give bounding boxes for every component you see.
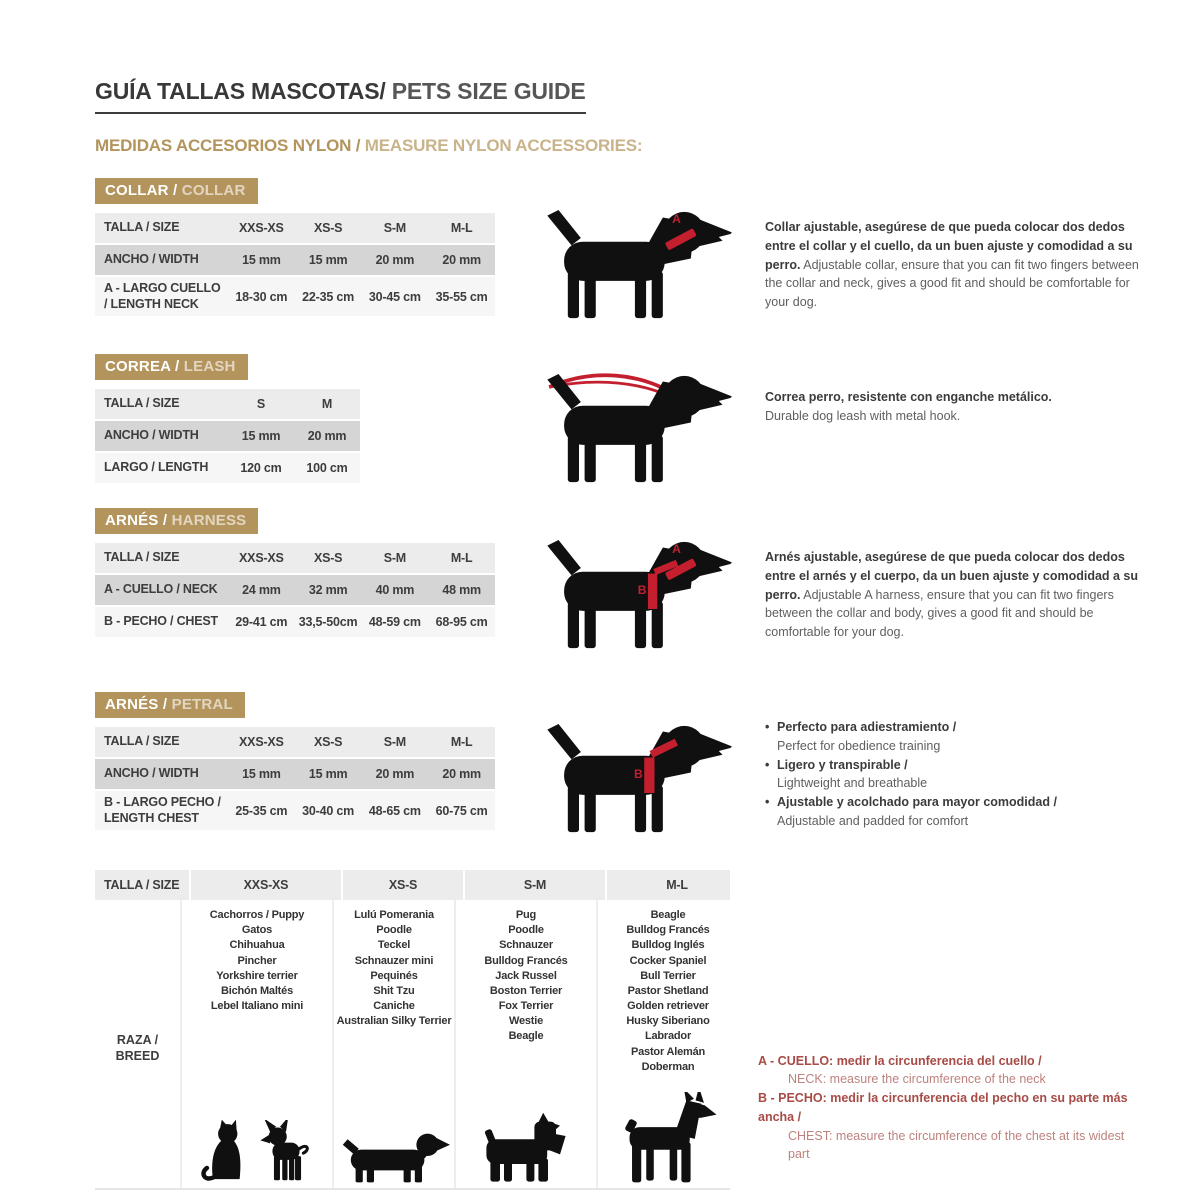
collar-dog-illustration — [515, 178, 765, 326]
width-value-cell: 15 mm — [242, 253, 281, 267]
leash-length-row — [95, 453, 360, 485]
breed-size-label: TALLA / SIZE — [104, 878, 180, 892]
breed-col-xs-s — [332, 900, 454, 1188]
breed-list-m-l — [598, 908, 738, 1075]
breed-item: Doberman — [641, 1060, 695, 1073]
breed-item: Bulldog Inglés — [631, 939, 705, 952]
size-header-cell: XXS-XS — [239, 551, 284, 565]
petral-badge — [95, 692, 245, 718]
collar-desc-es: Collar ajustable, asegúrese de que pueda colocar dos dedos entre el collar y el cuello, da un buen ajuste y comodidad a su perro. — [765, 220, 1133, 272]
breed-list-xxs-xs — [182, 908, 332, 1014]
note-chest-en: CHEST: measure the circumference of the chest at its widest part — [788, 1128, 1125, 1162]
leash-desc-es: Correa perro, resistente con enganche metálico. — [765, 390, 1052, 404]
harness-chest-values — [228, 607, 495, 637]
width-row-label: ANCHO / WIDTH — [104, 428, 199, 443]
leash-size-table — [95, 389, 360, 485]
leash-width-values — [228, 421, 360, 451]
leash-width-row — [95, 421, 360, 453]
note-chest-es: B - PECHO: medir la circunferencia del pecho en su parte más ancha / — [758, 1091, 1128, 1124]
breed-item: Gatos — [241, 924, 273, 937]
leash-size-headers — [228, 389, 360, 419]
petral-size-headers — [228, 727, 495, 757]
leash-badge — [95, 354, 248, 380]
breed-item: Caniche — [373, 1000, 415, 1013]
harness-neck-values — [228, 575, 495, 605]
page-subtitle — [95, 136, 1140, 156]
harness-section — [95, 508, 1140, 656]
breed-table — [95, 870, 730, 1190]
size-header-cell: S — [256, 397, 266, 411]
size-header-cell: M-L — [450, 735, 473, 749]
petral-section — [95, 692, 1140, 840]
chest-value-cell: 33,5-50cm — [298, 615, 358, 629]
size-header-cell: M-L — [450, 551, 473, 565]
breed-size-s-m: S-M — [463, 870, 605, 900]
breed-item: Lebel Italiano mini — [210, 1000, 304, 1013]
page-title-en: PETS SIZE GUIDE — [385, 78, 586, 104]
leash-description — [765, 388, 1140, 426]
breed-item: Labrador — [644, 1030, 692, 1043]
leash-section — [95, 354, 1140, 490]
page-title — [95, 78, 586, 114]
breed-list-xs-s — [334, 908, 454, 1029]
dachshund-icon — [338, 1124, 450, 1184]
collar-neck-length-row — [95, 277, 495, 318]
harness-desc-es: Arnés ajustable, asegúrese de que pueda colocar dos dedos entre el arnés y el cuerpo, da un buen ajuste y comodidad a su perro. — [765, 550, 1139, 602]
neck-length-value-cell: 35-55 cm — [435, 289, 488, 304]
neck-value-cell: 32 mm — [308, 583, 348, 597]
breed-item: Jack Russel — [495, 969, 557, 982]
size-header-cell: XS-S — [313, 735, 343, 749]
breed-size-xxs-xs: XXS-XS — [189, 870, 341, 900]
dog-with-chest-strap-icon — [538, 718, 743, 840]
width-value-cell: 20 mm — [442, 253, 481, 267]
harness-badge-es: ARNÉS / — [105, 512, 172, 529]
size-header-cell: XXS-XS — [239, 735, 284, 749]
breed-item: Husky Siberiano — [626, 1015, 710, 1028]
collar-badge — [95, 178, 258, 204]
chest-length-row-label: B - LARGO PECHO / LENGTH CHEST — [104, 795, 221, 825]
breed-table-header — [95, 870, 730, 900]
chest-length-value-cell: 30-40 cm — [302, 803, 355, 818]
neck-length-value-cell: 22-35 cm — [302, 289, 355, 304]
feature-es: • Perfecto para adiestramiento / — [777, 720, 957, 734]
chest-length-value-cell: 25-35 cm — [235, 803, 288, 818]
breed-item: Fox Terrier — [498, 1000, 554, 1013]
measurement-notes — [758, 1052, 1140, 1165]
petral-width-values — [228, 759, 495, 789]
collar-desc-en: Adjustable collar, ensure that you can fit two fingers between the collar and neck, gives a good fit and should be comfortable for your dog. — [765, 257, 1139, 309]
collar-description — [765, 218, 1140, 312]
width-row-label: ANCHO / WIDTH — [104, 766, 199, 781]
breed-col-xxs-xs — [180, 900, 332, 1188]
petral-badge-es: ARNÉS / — [105, 696, 172, 713]
harness-left-column — [95, 508, 515, 639]
collar-left-column — [95, 178, 515, 318]
length-value-cell: 100 cm — [306, 461, 348, 475]
dog-with-collar-icon — [538, 204, 743, 326]
petral-chest-length-values — [228, 791, 495, 830]
breed-item: Pequinés — [370, 969, 418, 982]
width-value-cell: 15 mm — [242, 767, 281, 781]
leash-dog-illustration — [515, 354, 765, 490]
breed-row-label-cell — [95, 900, 180, 1188]
collar-marking-label: A — [671, 212, 681, 227]
breed-item: Cocker Spaniel — [629, 954, 707, 967]
petral-badge-en: PETRAL — [171, 696, 233, 713]
breed-item: Pastor Shetland — [627, 984, 709, 997]
neck-length-value-cell: 18-30 cm — [235, 289, 288, 304]
size-row-label: TALLA / SIZE — [104, 220, 180, 235]
breed-item: Golden retriever — [627, 1000, 709, 1013]
neck-value-cell: 24 mm — [242, 583, 281, 597]
note-neck-es: A - CUELLO: medir la circunferencia del cuello / — [758, 1053, 1042, 1068]
petral-feature — [765, 756, 1140, 794]
size-header-cell: M — [321, 397, 333, 411]
breed-item: Pug — [515, 909, 537, 921]
length-row-label: LARGO / LENGTH — [104, 460, 209, 475]
size-header-cell: S-M — [383, 735, 407, 749]
neck-length-row-label: A - LARGO CUELLO / LENGTH NECK — [104, 281, 221, 311]
collar-width-row — [95, 245, 495, 277]
width-value-cell: 15 mm — [308, 253, 348, 267]
feature-en: Perfect for obedience training — [777, 738, 941, 753]
breed-item: Bulldog Francés — [484, 954, 568, 967]
width-value-cell: 15 mm — [308, 767, 348, 781]
breed-item: Lulú Pomerania — [354, 909, 434, 921]
xs-s-silhouettes — [338, 1124, 450, 1188]
width-value-cell: 15 mm — [241, 429, 281, 443]
petral-dog-illustration — [515, 692, 765, 840]
neck-row-label: A - CUELLO / NECK — [104, 582, 218, 597]
leash-length-values — [228, 453, 360, 483]
collar-badge-es: COLLAR / — [105, 182, 182, 199]
length-value-cell: 120 cm — [240, 461, 282, 475]
doberman-icon — [616, 1092, 720, 1184]
dog-with-harness-icon — [538, 534, 743, 656]
width-value-cell: 20 mm — [307, 429, 347, 443]
breed-item: Shit Tzu — [373, 984, 415, 997]
neck-value-cell: 48 mm — [442, 583, 481, 597]
chest-value-cell: 29-41 cm — [235, 615, 288, 629]
harness-neck-row — [95, 575, 495, 607]
chest-value-cell: 68-95 cm — [435, 615, 488, 629]
width-value-cell: 20 mm — [375, 767, 415, 781]
breed-item: Beagle — [508, 1030, 544, 1043]
collar-size-headers — [228, 213, 495, 243]
breed-item: Chihuahua — [229, 939, 285, 952]
breed-item: Yorkshire terrier — [216, 969, 298, 982]
size-row-label: TALLA / SIZE — [104, 734, 180, 749]
breed-item: Australian Silky Terrier — [336, 1015, 452, 1028]
breed-item: Schnauzer mini — [354, 954, 434, 967]
schnauzer-icon — [480, 1112, 572, 1184]
breed-item: Schnauzer — [499, 939, 553, 952]
collar-neck-length-values — [228, 277, 495, 316]
harness-chest-row — [95, 607, 495, 639]
collar-badge-en: COLLAR — [181, 182, 246, 199]
breed-item: Pastor Alemán — [630, 1045, 706, 1058]
breed-item: Westie — [508, 1015, 544, 1028]
s-m-silhouettes — [480, 1112, 572, 1188]
harness-description — [765, 548, 1140, 642]
breed-item: Poodle — [376, 924, 412, 937]
note-neck-en: NECK: measure the circumference of the neck — [788, 1072, 1046, 1087]
leash-badge-es: CORREA / — [105, 358, 184, 375]
collar-section — [95, 178, 1140, 326]
breed-item: Cachorros / Puppy — [209, 909, 305, 921]
breed-table-body — [95, 900, 730, 1188]
harness-size-headers — [228, 543, 495, 573]
chest-value-cell: 48-59 cm — [368, 615, 421, 629]
breed-list-s-m — [456, 908, 596, 1045]
petral-marking-label: B — [633, 767, 643, 782]
width-value-cell: 20 mm — [442, 767, 481, 781]
breed-item: Bulldog Francés — [626, 924, 710, 937]
breed-item: Teckel — [377, 939, 411, 952]
harness-dog-illustration — [515, 508, 765, 656]
page-title-es: GUÍA TALLAS MASCOTAS/ — [95, 78, 386, 104]
harness-size-table — [95, 543, 495, 639]
collar-size-table — [95, 213, 495, 318]
harness-badge — [95, 508, 258, 534]
leash-badge-en: LEASH — [183, 358, 236, 375]
size-header-cell: S-M — [383, 551, 407, 565]
chest-row-label: B - PECHO / CHEST — [104, 614, 218, 629]
feature-es: • Ligero y transpirable / — [777, 757, 908, 772]
page-subtitle-en: MEASURE NYLON ACCESSORIES: — [364, 136, 643, 155]
leash-left-column — [95, 354, 515, 485]
chihuahua-icon — [259, 1120, 313, 1184]
width-row-label: ANCHO / WIDTH — [104, 252, 199, 267]
breed-row-label: RAZA / BREED — [115, 1032, 160, 1063]
neck-length-value-cell: 30-45 cm — [368, 289, 421, 304]
harness-badge-en: HARNESS — [171, 512, 247, 529]
petral-feature-list — [765, 718, 1140, 831]
chest-length-value-cell: 48-65 cm — [368, 803, 421, 818]
breed-item: Bull Terrier — [640, 969, 696, 982]
width-value-cell: 20 mm — [375, 253, 415, 267]
breed-col-m-l — [596, 900, 738, 1188]
breed-item: Bichón Maltés — [221, 984, 293, 997]
leash-desc-en: Durable dog leash with metal hook. — [765, 408, 961, 423]
m-l-silhouettes — [616, 1092, 720, 1188]
harness-chest-marking-label: B — [637, 583, 646, 598]
size-header-cell: XXS-XS — [239, 221, 284, 235]
petral-size-table — [95, 727, 495, 832]
harness-neck-marking-label: A — [671, 542, 681, 557]
chest-length-value-cell: 60-75 cm — [435, 803, 488, 818]
petral-width-row — [95, 759, 495, 791]
harness-desc-en: Adjustable A harness, ensure that you can fit two fingers between the collar and body, gives a good fit and should be comfortable for your dog. — [765, 587, 1114, 639]
size-row-label: TALLA / SIZE — [104, 550, 180, 565]
petral-feature — [765, 718, 1140, 756]
breed-size-xs-s: XS-S — [341, 870, 463, 900]
size-row-label: TALLA / SIZE — [104, 396, 180, 411]
size-header-cell: XS-S — [313, 221, 343, 235]
petral-chest-length-row — [95, 791, 495, 832]
page-subtitle-es: MEDIDAS ACCESORIOS NYLON / — [95, 136, 365, 155]
harness-table-header-row — [95, 543, 495, 575]
collar-table-header-row — [95, 213, 495, 245]
feature-es: • Ajustable y acolchado para mayor comodidad / — [777, 795, 1057, 809]
size-header-cell: M-L — [450, 221, 473, 235]
size-header-cell: S-M — [383, 221, 407, 235]
collar-width-values — [228, 245, 495, 275]
feature-en: Lightweight and breathable — [777, 776, 928, 791]
feature-en: Adjustable and padded for comfort — [777, 813, 969, 828]
neck-value-cell: 40 mm — [375, 583, 415, 597]
breed-item: Poodle — [508, 924, 544, 937]
size-header-cell: XS-S — [313, 551, 343, 565]
petral-table-header-row — [95, 727, 495, 759]
petral-feature — [765, 793, 1140, 831]
bottom-area — [95, 870, 1140, 1190]
breed-size-m-l: M-L — [605, 870, 747, 900]
breed-item: Pincher — [237, 954, 277, 967]
breed-item: Boston Terrier — [489, 984, 563, 997]
petral-left-column — [95, 692, 515, 832]
dog-with-leash-icon — [538, 368, 743, 490]
xxs-xs-silhouettes — [201, 1120, 313, 1188]
breed-col-s-m — [454, 900, 596, 1188]
breed-item: Beagle — [650, 909, 686, 921]
leash-table-header-row — [95, 389, 360, 421]
cat-icon — [201, 1120, 253, 1184]
